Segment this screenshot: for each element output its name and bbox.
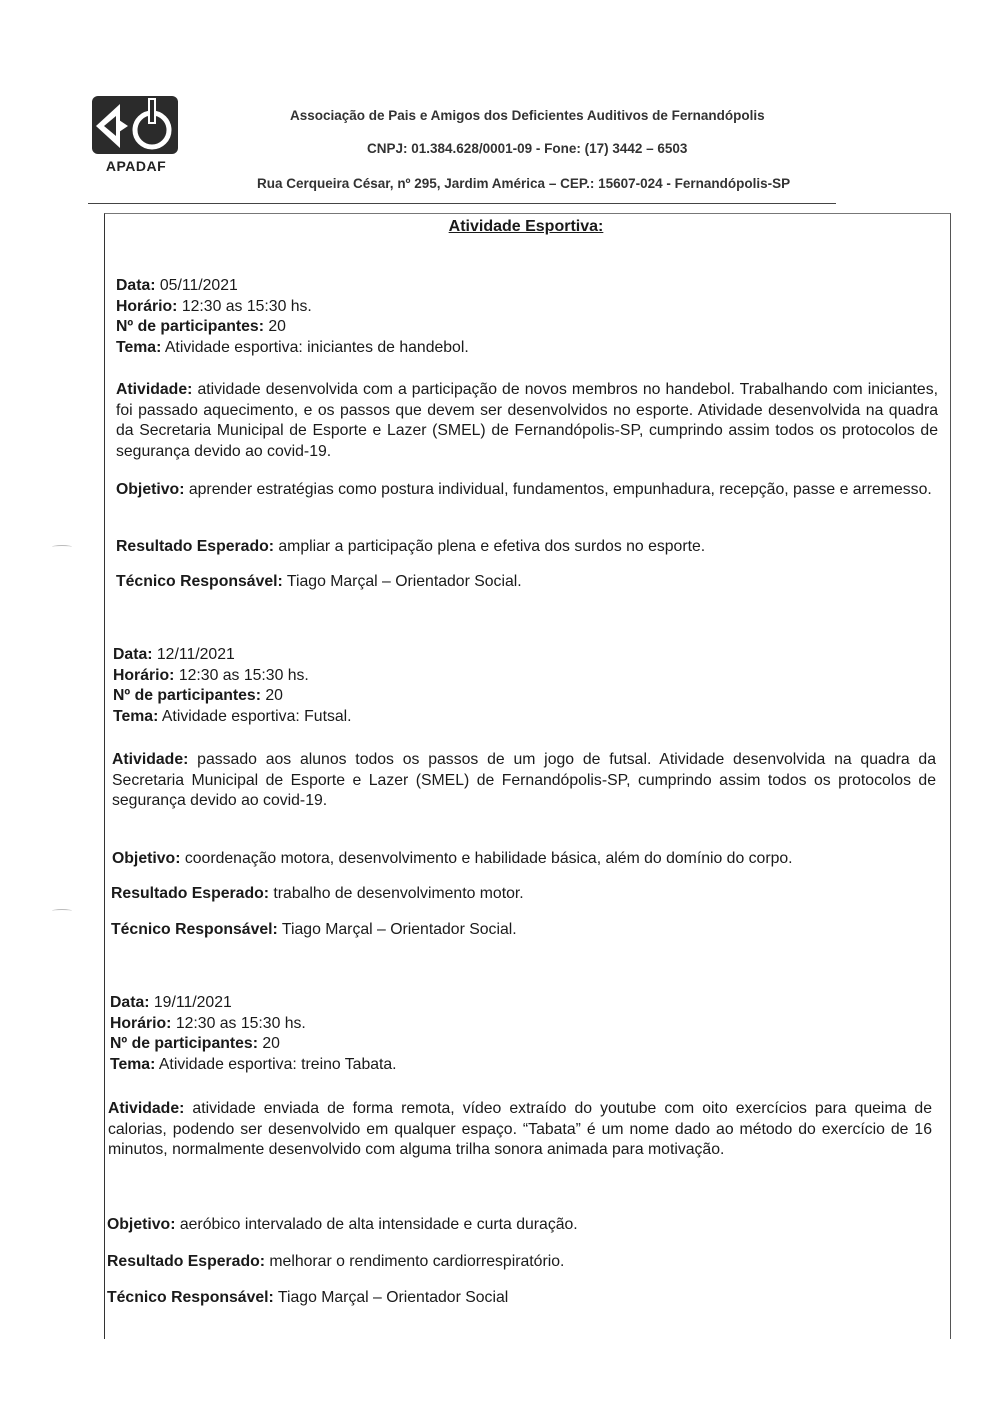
tema-label: Tema: (113, 707, 159, 725)
resultado-label: Resultado Esperado: (107, 1253, 265, 1270)
entry-2-atividade (112, 750, 936, 812)
resultado-label: Resultado Esperado: (116, 538, 274, 555)
header-divider (88, 203, 836, 204)
horario-label: Horário: (116, 297, 178, 315)
margin-mark (52, 545, 72, 549)
entry-time: 12:30 as 15:30 hs. (181, 297, 312, 315)
entry-3-objetivo (107, 1215, 931, 1236)
address: Rua Cerqueira César, nº 295, Jardim América – CEP.: 15607-024 - Fernandópolis-SP (257, 176, 791, 191)
margin-mark (52, 909, 72, 913)
atividade-label: Atividade: (116, 381, 193, 398)
data-label: Data: (116, 277, 156, 294)
entry-1-tecnico (116, 572, 938, 593)
entry-date: 12/11/2021 (156, 646, 235, 663)
entry-3-meta (110, 993, 397, 1075)
entry-technician: Tiago Marçal – Orientador Social (277, 1289, 509, 1306)
atividade-label: Atividade: (108, 1100, 185, 1117)
entry-objective: aprender estratégias como postura individual, fundamentos, empunhadura, recepção, passe e arremesso. (188, 481, 932, 498)
objetivo-label: Objetivo: (112, 850, 181, 867)
entry-3-atividade (108, 1099, 932, 1161)
entry-3-resultado (107, 1252, 931, 1273)
objetivo-label: Objetivo: (107, 1216, 176, 1233)
apadaf-logo-icon (90, 94, 182, 160)
entry-technician: Tiago Marçal – Orientador Social. (286, 573, 522, 590)
entry-theme: Atividade esportiva: iniciantes de handebol. (164, 338, 469, 356)
participantes-label: Nº de participantes: (113, 687, 261, 704)
entry-participants: 20 (262, 1035, 280, 1052)
cnpj-phone: CNPJ: 01.384.628/0001-09 - Fone: (17) 3442 – 6503 (367, 141, 688, 156)
atividade-label: Atividade: (112, 751, 189, 768)
objetivo-label: Objetivo: (116, 481, 185, 498)
resultado-label: Resultado Esperado: (111, 885, 269, 902)
entry-1-resultado (116, 537, 938, 558)
entry-objective: aeróbico intervalado de alta intensidade e curta duração. (179, 1216, 578, 1233)
data-label: Data: (110, 994, 150, 1011)
participantes-label: Nº de participantes: (116, 318, 264, 335)
entry-objective: coordenação motora, desenvolvimento e habilidade básica, além do domínio do corpo. (184, 850, 793, 867)
org-name: Associação de Pais e Amigos dos Deficientes Auditivos de Fernandópolis (290, 108, 765, 123)
logo-text: APADAF (105, 158, 167, 174)
tema-label: Tema: (116, 338, 162, 356)
tecnico-label: Técnico Responsável: (111, 921, 278, 938)
entry-participants: 20 (265, 687, 283, 704)
entry-technician: Tiago Marçal – Orientador Social. (281, 921, 517, 938)
horario-label: Horário: (110, 1014, 172, 1032)
entry-participants: 20 (268, 318, 286, 335)
entry-activity: passado aos alunos todos os passos de um jogo de futsal. Atividade desenvolvida na quadra da Secretaria Municipal de Esporte e Lazer (SMEL) de Fernandópolis-SP, cumprindo assim todos os protocolos de segurança devido ao covid-19. (112, 751, 936, 809)
entry-activity: atividade enviada de forma remota, vídeo extraído do youtube com oito exercícios para queima de calorias, podendo ser desenvolvido em qualquer espaço. “Tabata” é um nome dado ao método do exercício de 16 minutos, normalmente desenvolvido com alguma trilha sonora animada para motivação. (108, 1100, 932, 1158)
entry-3-tecnico (107, 1288, 931, 1309)
entry-result: melhorar o rendimento cardiorrespiratório. (269, 1253, 565, 1270)
entry-2-meta (113, 645, 352, 727)
data-label: Data: (113, 646, 153, 663)
participantes-label: Nº de participantes: (110, 1035, 258, 1052)
tecnico-label: Técnico Responsável: (107, 1289, 274, 1306)
horario-label: Horário: (113, 666, 175, 684)
entry-2-resultado (111, 884, 935, 905)
entry-1-objetivo (116, 480, 938, 501)
tema-label: Tema: (110, 1055, 156, 1073)
entry-result: ampliar a participação plena e efetiva dos surdos no esporte. (278, 538, 706, 555)
entry-date: 19/11/2021 (153, 994, 232, 1011)
entry-2-tecnico (111, 920, 935, 941)
entry-theme: Atividade esportiva: treino Tabata. (158, 1055, 397, 1073)
entry-time: 12:30 as 15:30 hs. (175, 1014, 306, 1032)
document-title: Atividade Esportiva: (448, 218, 604, 235)
tecnico-label: Técnico Responsável: (116, 573, 283, 590)
entry-1-meta (116, 276, 469, 358)
apadaf-logo (90, 94, 182, 176)
entry-result: trabalho de desenvolvimento motor. (273, 885, 524, 902)
entry-theme: Atividade esportiva: Futsal. (161, 707, 352, 725)
entry-activity: atividade desenvolvida com a participação de novos membros no handebol. Trabalhando com iniciantes, foi passado aquecimento, e os passos que devem ser desenvolvidos no esporte. Atividade desenvolvida na quadra da Secretaria Municipal de Esporte e Lazer (SMEL) de Fernandópolis-SP, cumprindo assim todos os protocolos de segurança devido ao covid-19. (116, 381, 938, 460)
entry-1-atividade (116, 380, 938, 462)
entry-date: 05/11/2021 (159, 277, 238, 294)
entry-time: 12:30 as 15:30 hs. (178, 666, 309, 684)
entry-2-objetivo (112, 849, 936, 870)
